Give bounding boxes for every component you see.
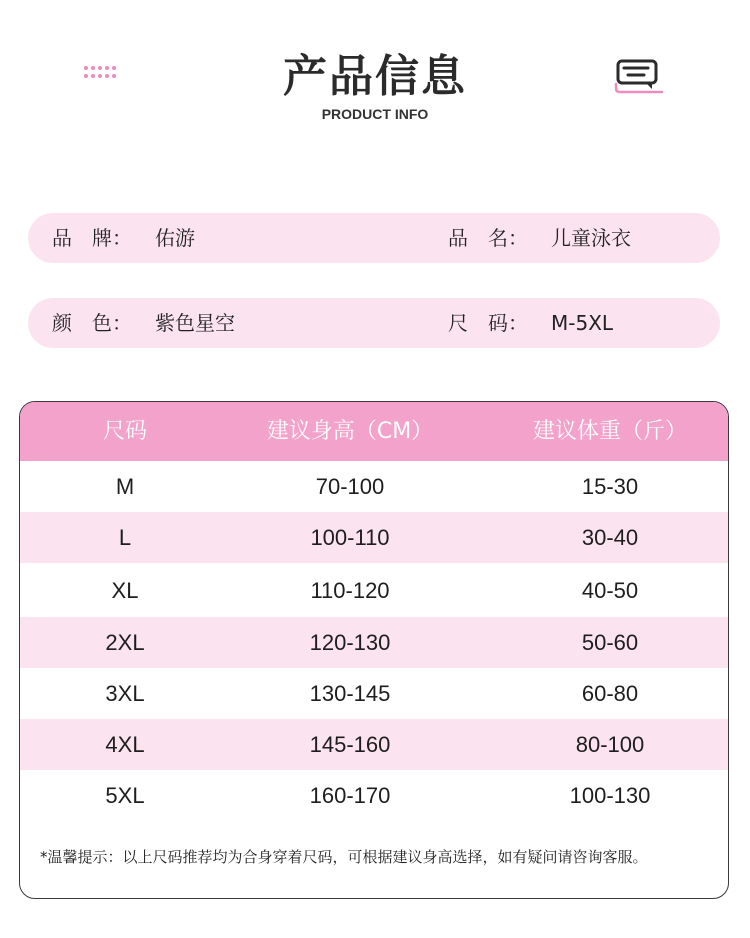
size-label: 尺 码： (448, 311, 528, 335)
product-name-label: 品 名： (448, 226, 528, 250)
page-title: 产品信息 (283, 51, 467, 102)
cell-size: M (115, 474, 135, 499)
cell-height: 160-170 (309, 783, 391, 808)
cell-height: 100-110 (310, 525, 390, 550)
cell-height: 130-145 (309, 681, 391, 706)
cell-height: 70-100 (315, 474, 385, 499)
brand-info (52, 213, 195, 263)
page-subtitle: PRODUCT INFO (321, 106, 429, 122)
cell-size: 2XL (105, 630, 145, 655)
table-row (20, 668, 728, 719)
cell-size: XL (111, 578, 139, 603)
cell-weight: 100-130 (569, 783, 651, 808)
brand-label: 品 牌： (52, 226, 132, 250)
cell-weight: 15-30 (581, 474, 639, 499)
info-row-color-size (28, 298, 720, 348)
table-row (20, 512, 728, 563)
info-row-brand-name (28, 213, 720, 263)
table-row (20, 770, 728, 821)
size-value: M-5XL (551, 311, 614, 335)
cell-weight: 50-60 (581, 630, 639, 655)
color-label: 颜 色： (52, 311, 132, 335)
color-info (52, 298, 235, 348)
cell-weight: 60-80 (581, 681, 639, 706)
brand-value: 佑游 (155, 226, 195, 250)
table-row (20, 617, 728, 668)
cell-weight: 80-100 (575, 732, 645, 757)
table-row (20, 719, 728, 770)
header-weight: 建议体重（斤） (532, 419, 687, 444)
sizing-tip: *温馨提示：以上尺码推荐均为合身穿着尺码，可根据建议身高选择，如有疑问请咨询客服。 (40, 848, 648, 866)
cell-height: 120-130 (309, 630, 391, 655)
cell-size: 3XL (105, 681, 145, 706)
cell-size: 5XL (105, 783, 145, 808)
color-value: 紫色星空 (155, 311, 235, 335)
cell-weight: 40-50 (581, 578, 639, 603)
cell-height: 145-160 (309, 732, 391, 757)
cell-size: L (118, 525, 132, 550)
chat-bubble-icon (612, 58, 666, 94)
cell-weight: 30-40 (581, 525, 639, 550)
table-header (20, 402, 728, 461)
product-name-info (448, 213, 631, 263)
table-row (20, 565, 728, 616)
cell-size: 4XL (105, 732, 145, 757)
header-size: 尺码 (102, 419, 147, 444)
cell-height: 110-120 (310, 578, 390, 603)
header-height: 建议身高（CM） (266, 419, 434, 444)
size-info (448, 298, 613, 348)
table-row (20, 461, 728, 512)
size-chart-table (19, 401, 729, 899)
product-name-value: 儿童泳衣 (551, 226, 631, 250)
